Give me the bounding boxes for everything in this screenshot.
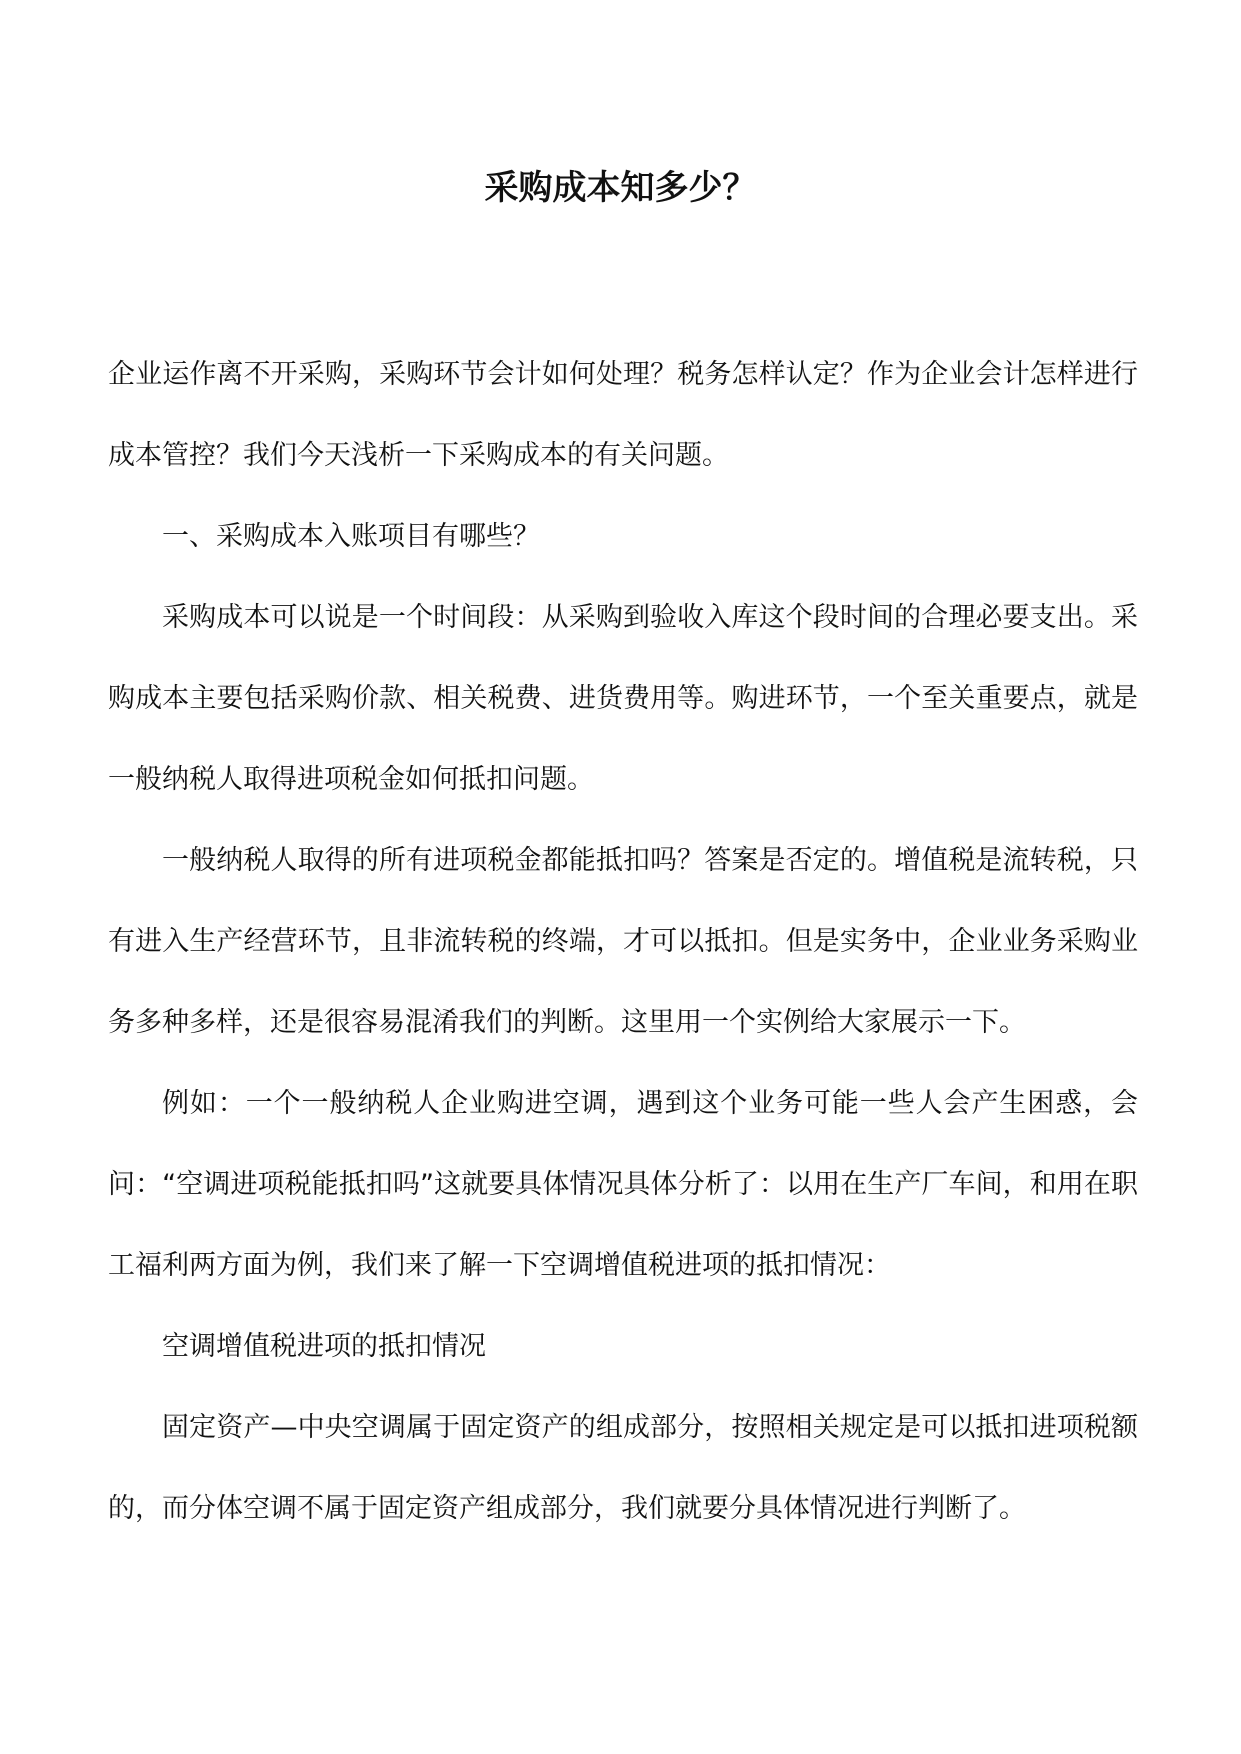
paragraph-example: 例如：一个一般纳税人企业购进空调，遇到这个业务可能一些人会产生困惑，会问：“空调进项税能抵扣吗”这就要具体情况具体分析了：以用在生产厂车间，和用在职工福利两方面为例，我们来了解一下空调增值税进项的抵扣情况： [108,1088,1138,1281]
paragraph-input-tax: 一般纳税人取得的所有进项税金都能抵扣吗？答案是否定的。增值税是流转税，只有进入生产经营环节，且非流转税的终端，才可以抵扣。但是实务中，企业业务采购业务多种多样，还是很容易混淆我们的判断。这里用一个实例给大家展示一下。 [108,845,1138,1038]
paragraph-fixed-assets: 固定资产—中央空调属于固定资产的组成部分，按照相关规定是可以抵扣进项税额的，而分体空调不属于固定资产组成部分，我们就要分具体情况进行判断了。 [108,1412,1138,1524]
paragraph-purchase-cost: 采购成本可以说是一个时间段：从采购到验收入库这个段时间的合理必要支出。采购成本主要包括采购价款、相关税费、进货费用等。购进环节，一个至关重要点，就是一般纳税人取得进项税金如何抵扣问题。 [108,602,1138,795]
section-heading-1: 一、采购成本入账项目有哪些？ [162,521,540,552]
document-body [108,334,1138,1549]
subheading-ac-deduction: 空调增值税进项的抵扣情况 [162,1331,486,1362]
paragraph-intro: 企业运作离不开采购，采购环节会计如何处理？税务怎样认定？作为企业会计怎样进行成本管控？我们今天浅析一下采购成本的有关问题。 [108,359,1138,471]
document-title: 采购成本知多少？ [484,168,757,208]
